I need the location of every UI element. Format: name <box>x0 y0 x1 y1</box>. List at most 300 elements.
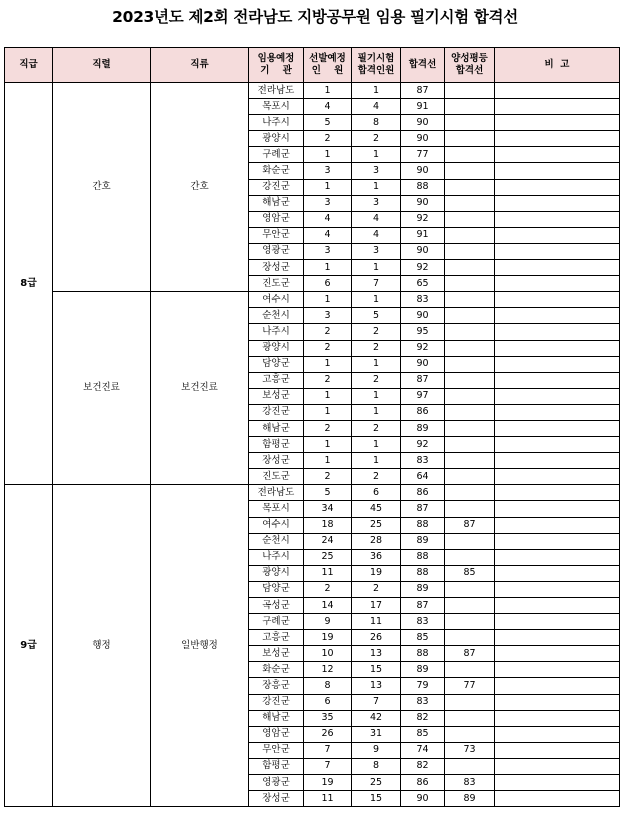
note-cell <box>495 292 620 308</box>
planned-cell: 1 <box>304 453 352 469</box>
cutoff-cell: 90 <box>401 791 445 807</box>
gender-cutoff-cell <box>445 99 495 115</box>
cutoff-cell: 90 <box>401 115 445 131</box>
passed-cell: 13 <box>352 646 401 662</box>
header-passed-line2: 합격인원 <box>357 65 395 76</box>
header-series: 직렬 <box>53 48 151 83</box>
agency-cell: 강진군 <box>249 179 304 195</box>
cutoff-cell: 85 <box>401 726 445 742</box>
cutoff-cell: 85 <box>401 630 445 646</box>
agency-cell: 함평군 <box>249 758 304 774</box>
planned-cell: 19 <box>304 775 352 791</box>
passed-cell: 7 <box>352 694 401 710</box>
planned-cell: 5 <box>304 485 352 501</box>
note-cell <box>495 598 620 614</box>
agency-cell: 나주시 <box>249 115 304 131</box>
header-planned <box>304 48 352 83</box>
cutoff-cell: 90 <box>401 308 445 324</box>
category-cell: 보건진료 <box>151 292 249 485</box>
cutoff-cell: 79 <box>401 678 445 694</box>
planned-cell: 11 <box>304 565 352 581</box>
note-cell <box>495 775 620 791</box>
passed-cell: 2 <box>352 324 401 340</box>
planned-cell: 1 <box>304 260 352 276</box>
gender-cutoff-cell: 83 <box>445 775 495 791</box>
planned-cell: 7 <box>304 758 352 774</box>
cutoff-cell: 92 <box>401 437 445 453</box>
planned-cell: 11 <box>304 791 352 807</box>
note-cell <box>495 131 620 147</box>
agency-cell: 목포시 <box>249 99 304 115</box>
cutoff-cell: 86 <box>401 485 445 501</box>
agency-cell: 강진군 <box>249 404 304 420</box>
planned-cell: 2 <box>304 131 352 147</box>
note-cell <box>495 581 620 597</box>
header-gender-line1: 양성평등 <box>451 53 488 64</box>
header-gender <box>445 48 495 83</box>
passed-cell: 31 <box>352 726 401 742</box>
agency-cell: 나주시 <box>249 549 304 565</box>
planned-cell: 24 <box>304 533 352 549</box>
agency-cell: 담양군 <box>249 356 304 372</box>
agency-cell: 구례군 <box>249 614 304 630</box>
planned-cell: 19 <box>304 630 352 646</box>
agency-cell: 순천시 <box>249 308 304 324</box>
planned-cell: 1 <box>304 437 352 453</box>
agency-cell: 영암군 <box>249 211 304 227</box>
note-cell <box>495 115 620 131</box>
planned-cell: 6 <box>304 276 352 292</box>
note-cell <box>495 211 620 227</box>
passed-cell: 15 <box>352 791 401 807</box>
gender-cutoff-cell <box>445 533 495 549</box>
header-agency <box>249 48 304 83</box>
agency-cell: 함평군 <box>249 437 304 453</box>
grade-cell: 8급 <box>5 83 53 485</box>
gender-cutoff-cell <box>445 469 495 485</box>
passed-cell: 3 <box>352 243 401 259</box>
planned-cell: 10 <box>304 646 352 662</box>
passed-cell: 1 <box>352 388 401 404</box>
agency-cell: 해남군 <box>249 195 304 211</box>
note-cell <box>495 83 620 99</box>
note-cell <box>495 404 620 420</box>
passed-cell: 1 <box>352 453 401 469</box>
agency-cell: 해남군 <box>249 710 304 726</box>
planned-cell: 7 <box>304 742 352 758</box>
gender-cutoff-cell <box>445 131 495 147</box>
planned-cell: 35 <box>304 710 352 726</box>
passed-cell: 7 <box>352 276 401 292</box>
agency-cell: 강진군 <box>249 694 304 710</box>
agency-cell: 해남군 <box>249 420 304 436</box>
gender-cutoff-cell: 87 <box>445 517 495 533</box>
note-cell <box>495 501 620 517</box>
agency-cell: 전라남도 <box>249 83 304 99</box>
table-body <box>5 83 620 807</box>
gender-cutoff-cell <box>445 485 495 501</box>
cutoff-cell: 90 <box>401 356 445 372</box>
gender-cutoff-cell <box>445 726 495 742</box>
passed-cell: 42 <box>352 710 401 726</box>
agency-cell: 광양시 <box>249 565 304 581</box>
passed-cell: 3 <box>352 195 401 211</box>
cutoff-cell: 89 <box>401 420 445 436</box>
planned-cell: 4 <box>304 99 352 115</box>
gender-cutoff-cell <box>445 758 495 774</box>
cutoff-cell: 86 <box>401 404 445 420</box>
header-row <box>5 48 620 83</box>
cutoff-cell: 95 <box>401 324 445 340</box>
series-cell: 보건진료 <box>53 292 151 485</box>
header-gender-line2: 합격선 <box>455 65 484 76</box>
table-row <box>5 485 620 501</box>
note-cell <box>495 646 620 662</box>
planned-cell: 1 <box>304 179 352 195</box>
passed-cell: 9 <box>352 742 401 758</box>
note-cell <box>495 276 620 292</box>
note-cell <box>495 614 620 630</box>
cutoff-cell: 87 <box>401 372 445 388</box>
passed-cell: 1 <box>352 437 401 453</box>
passed-cell: 17 <box>352 598 401 614</box>
agency-cell: 장성군 <box>249 453 304 469</box>
gender-cutoff-cell: 85 <box>445 565 495 581</box>
gender-cutoff-cell <box>445 581 495 597</box>
cutoff-cell: 89 <box>401 662 445 678</box>
planned-cell: 2 <box>304 372 352 388</box>
planned-cell: 14 <box>304 598 352 614</box>
gender-cutoff-cell <box>445 308 495 324</box>
series-cell: 간호 <box>53 83 151 292</box>
agency-cell: 화순군 <box>249 163 304 179</box>
gender-cutoff-cell <box>445 227 495 243</box>
agency-cell: 광양시 <box>249 131 304 147</box>
cutoff-cell: 87 <box>401 83 445 99</box>
passed-cell: 4 <box>352 211 401 227</box>
passed-cell: 2 <box>352 131 401 147</box>
planned-cell: 8 <box>304 678 352 694</box>
gender-cutoff-cell <box>445 147 495 163</box>
note-cell <box>495 340 620 356</box>
agency-cell: 고흥군 <box>249 630 304 646</box>
note-cell <box>495 195 620 211</box>
passed-cell: 1 <box>352 356 401 372</box>
header-passed <box>352 48 401 83</box>
agency-cell: 영암군 <box>249 726 304 742</box>
passed-cell: 1 <box>352 292 401 308</box>
note-cell <box>495 420 620 436</box>
agency-cell: 곡성군 <box>249 598 304 614</box>
note-cell <box>495 324 620 340</box>
cutoff-cell: 74 <box>401 742 445 758</box>
gender-cutoff-cell <box>445 404 495 420</box>
table-row <box>5 292 620 308</box>
gender-cutoff-cell <box>445 630 495 646</box>
gender-cutoff-cell <box>445 195 495 211</box>
gender-cutoff-cell <box>445 211 495 227</box>
planned-cell: 1 <box>304 292 352 308</box>
passed-cell: 45 <box>352 501 401 517</box>
cutoff-cell: 91 <box>401 99 445 115</box>
header-category: 직류 <box>151 48 249 83</box>
cutoff-cell: 89 <box>401 581 445 597</box>
cutoff-cell: 87 <box>401 598 445 614</box>
planned-cell: 6 <box>304 694 352 710</box>
gender-cutoff-cell: 77 <box>445 678 495 694</box>
planned-cell: 1 <box>304 356 352 372</box>
note-cell <box>495 163 620 179</box>
planned-cell: 2 <box>304 420 352 436</box>
passed-cell: 8 <box>352 115 401 131</box>
planned-cell: 1 <box>304 147 352 163</box>
gender-cutoff-cell <box>445 83 495 99</box>
note-cell <box>495 227 620 243</box>
agency-cell: 고흥군 <box>249 372 304 388</box>
passed-cell: 11 <box>352 614 401 630</box>
planned-cell: 4 <box>304 227 352 243</box>
gender-cutoff-cell <box>445 662 495 678</box>
agency-cell: 담양군 <box>249 581 304 597</box>
note-cell <box>495 147 620 163</box>
note-cell <box>495 517 620 533</box>
category-cell: 일반행정 <box>151 485 249 807</box>
agency-cell: 진도군 <box>249 276 304 292</box>
gender-cutoff-cell: 73 <box>445 742 495 758</box>
planned-cell: 9 <box>304 614 352 630</box>
passed-cell: 25 <box>352 517 401 533</box>
header-agency-line2: 기 관 <box>260 65 292 76</box>
note-cell <box>495 694 620 710</box>
cutoff-cell: 90 <box>401 131 445 147</box>
table-row <box>5 83 620 99</box>
gender-cutoff-cell <box>445 388 495 404</box>
gender-cutoff-cell <box>445 549 495 565</box>
category-cell: 간호 <box>151 83 249 292</box>
note-cell <box>495 565 620 581</box>
planned-cell: 1 <box>304 388 352 404</box>
agency-cell: 나주시 <box>249 324 304 340</box>
note-cell <box>495 179 620 195</box>
note-cell <box>495 662 620 678</box>
page-title: 2023년도 제2회 전라남도 지방공무원 임용 필기시험 합격선 <box>112 8 518 26</box>
cutoff-cell: 97 <box>401 388 445 404</box>
agency-cell: 보성군 <box>249 388 304 404</box>
planned-cell: 2 <box>304 469 352 485</box>
agency-cell: 전라남도 <box>249 485 304 501</box>
cutoff-cell: 82 <box>401 758 445 774</box>
agency-cell: 보성군 <box>249 646 304 662</box>
cutoff-cell: 92 <box>401 211 445 227</box>
cutoff-cell: 88 <box>401 179 445 195</box>
agency-cell: 여수시 <box>249 292 304 308</box>
cutoff-cell: 92 <box>401 260 445 276</box>
cutoff-cell: 65 <box>401 276 445 292</box>
header-grade: 직급 <box>5 48 53 83</box>
passed-cell: 4 <box>352 227 401 243</box>
passed-cell: 8 <box>352 758 401 774</box>
cutoff-cell: 83 <box>401 694 445 710</box>
passed-cell: 2 <box>352 340 401 356</box>
cutoff-table <box>4 47 620 807</box>
cutoff-cell: 86 <box>401 775 445 791</box>
passed-cell: 15 <box>352 662 401 678</box>
planned-cell: 4 <box>304 211 352 227</box>
passed-cell: 13 <box>352 678 401 694</box>
note-cell <box>495 678 620 694</box>
note-cell <box>495 453 620 469</box>
note-cell <box>495 485 620 501</box>
note-cell <box>495 710 620 726</box>
cutoff-cell: 90 <box>401 163 445 179</box>
passed-cell: 1 <box>352 179 401 195</box>
passed-cell: 19 <box>352 565 401 581</box>
passed-cell: 3 <box>352 163 401 179</box>
agency-cell: 진도군 <box>249 469 304 485</box>
gender-cutoff-cell <box>445 598 495 614</box>
gender-cutoff-cell <box>445 614 495 630</box>
cutoff-cell: 88 <box>401 565 445 581</box>
planned-cell: 1 <box>304 83 352 99</box>
gender-cutoff-cell <box>445 115 495 131</box>
planned-cell: 34 <box>304 501 352 517</box>
cutoff-cell: 82 <box>401 710 445 726</box>
note-cell <box>495 742 620 758</box>
agency-cell: 무안군 <box>249 227 304 243</box>
note-cell <box>495 388 620 404</box>
cutoff-cell: 91 <box>401 227 445 243</box>
header-cutoff: 합격선 <box>401 48 445 83</box>
agency-cell: 장흥군 <box>249 678 304 694</box>
cutoff-cell: 88 <box>401 646 445 662</box>
gender-cutoff-cell: 87 <box>445 646 495 662</box>
grade-cell: 9급 <box>5 485 53 807</box>
planned-cell: 18 <box>304 517 352 533</box>
gender-cutoff-cell <box>445 292 495 308</box>
agency-cell: 화순군 <box>249 662 304 678</box>
note-cell <box>495 630 620 646</box>
header-planned-line2: 인 원 <box>311 65 344 76</box>
planned-cell: 3 <box>304 163 352 179</box>
planned-cell: 12 <box>304 662 352 678</box>
passed-cell: 1 <box>352 83 401 99</box>
gender-cutoff-cell <box>445 163 495 179</box>
note-cell <box>495 549 620 565</box>
cutoff-cell: 90 <box>401 195 445 211</box>
cutoff-cell: 90 <box>401 243 445 259</box>
note-cell <box>495 308 620 324</box>
passed-cell: 2 <box>352 469 401 485</box>
gender-cutoff-cell <box>445 324 495 340</box>
cutoff-cell: 88 <box>401 549 445 565</box>
gender-cutoff-cell <box>445 276 495 292</box>
gender-cutoff-cell: 89 <box>445 791 495 807</box>
passed-cell: 2 <box>352 581 401 597</box>
passed-cell: 2 <box>352 420 401 436</box>
gender-cutoff-cell <box>445 243 495 259</box>
gender-cutoff-cell <box>445 260 495 276</box>
note-cell <box>495 533 620 549</box>
passed-cell: 4 <box>352 99 401 115</box>
cutoff-cell: 87 <box>401 501 445 517</box>
cutoff-cell: 88 <box>401 517 445 533</box>
planned-cell: 2 <box>304 324 352 340</box>
agency-cell: 무안군 <box>249 742 304 758</box>
agency-cell: 순천시 <box>249 533 304 549</box>
agency-cell: 영광군 <box>249 775 304 791</box>
agency-cell: 광양시 <box>249 340 304 356</box>
agency-cell: 구례군 <box>249 147 304 163</box>
gender-cutoff-cell <box>445 356 495 372</box>
planned-cell: 26 <box>304 726 352 742</box>
gender-cutoff-cell <box>445 501 495 517</box>
gender-cutoff-cell <box>445 453 495 469</box>
gender-cutoff-cell <box>445 179 495 195</box>
passed-cell: 1 <box>352 147 401 163</box>
note-cell <box>495 372 620 388</box>
planned-cell: 1 <box>304 404 352 420</box>
passed-cell: 1 <box>352 404 401 420</box>
passed-cell: 1 <box>352 260 401 276</box>
note-cell <box>495 791 620 807</box>
passed-cell: 36 <box>352 549 401 565</box>
gender-cutoff-cell <box>445 694 495 710</box>
cutoff-cell: 64 <box>401 469 445 485</box>
agency-cell: 영광군 <box>249 243 304 259</box>
planned-cell: 2 <box>304 340 352 356</box>
gender-cutoff-cell <box>445 710 495 726</box>
agency-cell: 장성군 <box>249 791 304 807</box>
header-agency-line1: 임용예정 <box>257 53 295 64</box>
planned-cell: 3 <box>304 243 352 259</box>
cutoff-cell: 77 <box>401 147 445 163</box>
planned-cell: 2 <box>304 581 352 597</box>
note-cell <box>495 260 620 276</box>
note-cell <box>495 356 620 372</box>
note-cell <box>495 437 620 453</box>
passed-cell: 2 <box>352 372 401 388</box>
agency-cell: 장성군 <box>249 260 304 276</box>
planned-cell: 5 <box>304 115 352 131</box>
passed-cell: 28 <box>352 533 401 549</box>
gender-cutoff-cell <box>445 340 495 356</box>
cutoff-cell: 83 <box>401 292 445 308</box>
gender-cutoff-cell <box>445 437 495 453</box>
note-cell <box>495 726 620 742</box>
note-cell <box>495 758 620 774</box>
passed-cell: 6 <box>352 485 401 501</box>
planned-cell: 3 <box>304 308 352 324</box>
passed-cell: 5 <box>352 308 401 324</box>
note-cell <box>495 469 620 485</box>
note-cell <box>495 99 620 115</box>
agency-cell: 목포시 <box>249 501 304 517</box>
series-cell: 행정 <box>53 485 151 807</box>
planned-cell: 3 <box>304 195 352 211</box>
agency-cell: 여수시 <box>249 517 304 533</box>
header-passed-line1: 필기시험 <box>357 53 395 64</box>
passed-cell: 25 <box>352 775 401 791</box>
cutoff-cell: 83 <box>401 614 445 630</box>
header-note: 비 고 <box>495 48 620 83</box>
gender-cutoff-cell <box>445 420 495 436</box>
gender-cutoff-cell <box>445 372 495 388</box>
planned-cell: 25 <box>304 549 352 565</box>
note-cell <box>495 243 620 259</box>
passed-cell: 26 <box>352 630 401 646</box>
cutoff-cell: 89 <box>401 533 445 549</box>
cutoff-cell: 92 <box>401 340 445 356</box>
